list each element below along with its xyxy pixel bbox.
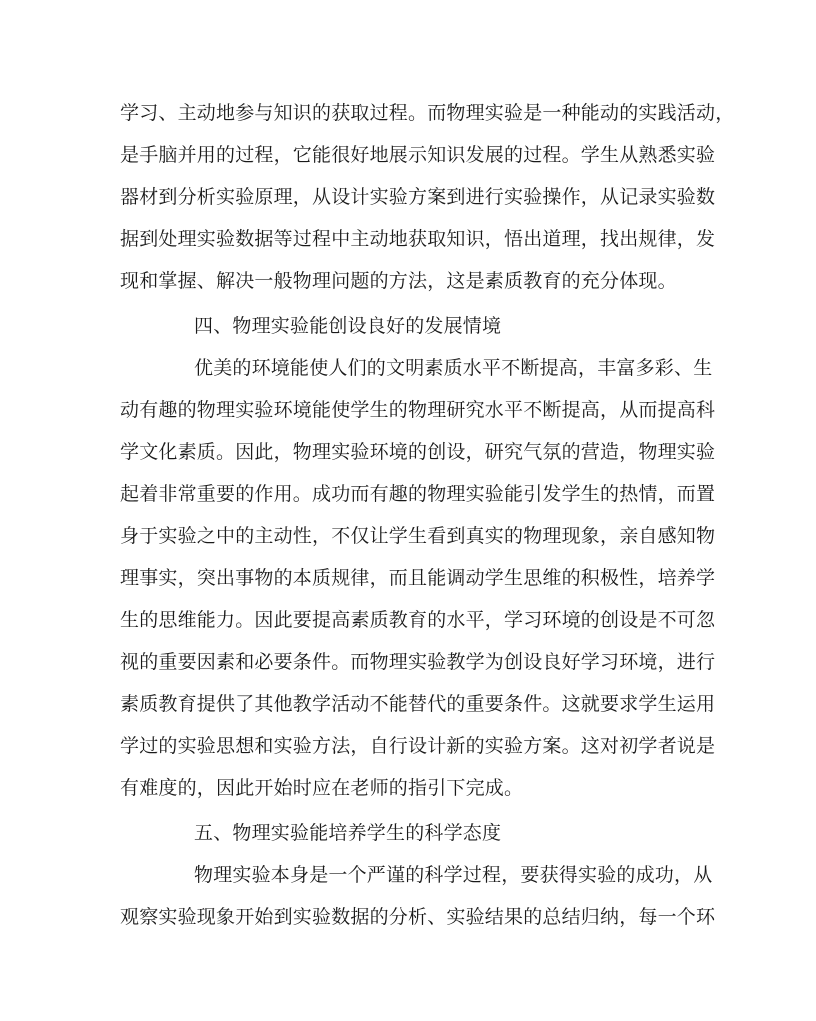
paragraph-line: 是手脑并用的过程，它能很好地展示知识发展的过程。学生从熟悉实验 xyxy=(120,144,716,166)
paragraph-line: 身于实验之中的主动性，不仅让学生看到真实的物理现象，亲自感知物 xyxy=(120,525,716,547)
paragraph-line: 素质教育提供了其他教学活动不能替代的重要条件。这就要求学生运用 xyxy=(120,693,716,715)
paragraph-line: 优美的环境能使人们的文明素质水平不断提高，丰富多彩、生 xyxy=(194,357,713,379)
paragraph-line: 物理实验本身是一个严谨的科学过程，要获得实验的成功，从 xyxy=(194,864,713,886)
paragraph-line: 据到处理实验数据等过程中主动地获取知识，悟出道理，找出规律，发 xyxy=(120,228,716,250)
paragraph-line: 动有趣的物理实验环境能使学生的物理研究水平不断提高，从而提高科 xyxy=(120,399,716,421)
paragraph-line: 视的重要因素和必要条件。而物理实验教学为创设良好学习环境，进行 xyxy=(120,651,716,673)
paragraph-line: 器材到分析实验原理，从设计实验方案到进行实验操作，从记录实验数 xyxy=(120,186,716,208)
paragraph-line: 学习、主动地参与知识的获取过程。而物理实验是一种能动的实践活动， xyxy=(120,102,735,124)
paragraph-line: 起着非常重要的作用。成功而有趣的物理实验能引发学生的热情，而置 xyxy=(120,483,716,505)
paragraph-line: 观察实验现象开始到实验数据的分析、实验结果的总结归纳，每一个环 xyxy=(120,906,716,928)
paragraph-line: 有难度的，因此开始时应在老师的指引下完成。 xyxy=(120,777,524,799)
paragraph-line: 学过的实验思想和实验方法，自行设计新的实验方案。这对初学者说是 xyxy=(120,735,716,757)
paragraph-line: 生的思维能力。因此要提高素质教育的水平，学习环境的创设是不可忽 xyxy=(120,609,716,631)
paragraph-line: 现和掌握、解决一般物理问题的方法，这是素质教育的充分体现。 xyxy=(120,270,677,292)
paragraph-line: 学文化素质。因此，物理实验环境的创设，研究气氛的营造，物理实验 xyxy=(120,441,716,463)
section-heading: 五、物理实验能培养学生的科学态度 xyxy=(194,822,502,844)
section-heading: 四、物理实验能创设良好的发展情境 xyxy=(194,315,502,337)
paragraph-line: 理事实，突出事物的本质规律，而且能调动学生思维的积极性，培养学 xyxy=(120,567,716,589)
